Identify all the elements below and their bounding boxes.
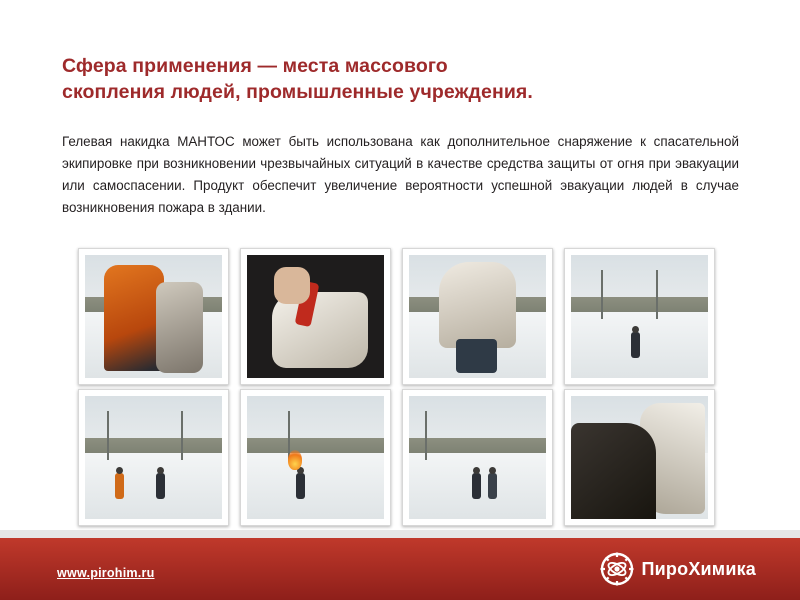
snow-region (85, 453, 222, 519)
person-figure (115, 473, 124, 499)
photo-thumbnail[interactable] (78, 389, 229, 526)
page-title (62, 53, 762, 106)
photo-thumbnail[interactable] (240, 389, 391, 526)
photo-gallery (78, 248, 718, 533)
person-figure (488, 473, 497, 499)
photo-image (85, 396, 222, 519)
photo-thumbnail[interactable] (564, 389, 715, 526)
logo-text (642, 559, 756, 580)
person-figure (156, 473, 165, 499)
logo-text-second: Химика (688, 558, 756, 579)
power-pole (601, 270, 603, 319)
hand (274, 267, 310, 304)
photo-row (78, 389, 718, 526)
power-pole (425, 411, 427, 460)
snow-region (247, 453, 384, 519)
photo-image (409, 255, 546, 378)
person-silhouette (571, 423, 656, 519)
website-link[interactable]: www.pirohim.ru (57, 566, 155, 580)
photo-thumbnail[interactable] (78, 248, 229, 385)
footer-divider (0, 530, 800, 538)
wrapped-person-figure (439, 262, 516, 348)
photo-thumbnail[interactable] (402, 248, 553, 385)
footer (0, 538, 800, 600)
photo-image (247, 255, 384, 378)
photo-thumbnail[interactable] (240, 248, 391, 385)
person-figure (472, 473, 481, 499)
photo-thumbnail[interactable] (564, 248, 715, 385)
person-figure (631, 332, 640, 358)
logo-text-first: Пиро (641, 558, 689, 579)
gear-atom-icon (600, 552, 634, 586)
photo-image (85, 255, 222, 378)
photo-row (78, 248, 718, 385)
photo-image (571, 396, 708, 519)
power-pole (656, 270, 658, 319)
power-pole (181, 411, 183, 460)
page-title-line-1: Сфера применения — места массового (62, 55, 448, 78)
person-figure (296, 473, 305, 499)
body-paragraph: Гелевая накидка МАНТОС может быть использована как дополнительное снаряжение к спасательной экипировке при возникновении чрезвычайных ситуаций в качестве средства защиты от огня при эвакуации или самоспасении. Продукт обеспечит увеличение вероятности успешной эвакуации людей в случае возникновения пожара в здании. (62, 134, 739, 215)
flame-icon (288, 450, 302, 470)
company-logo[interactable] (600, 552, 756, 586)
photo-thumbnail[interactable] (402, 389, 553, 526)
power-pole (107, 411, 109, 460)
covered-person-figure (156, 282, 203, 373)
photo-image (571, 255, 708, 378)
photo-image (409, 396, 546, 519)
legs (456, 339, 497, 373)
page-title-line-2: скопления людей, промышленные учреждения. (62, 81, 533, 104)
photo-image (247, 396, 384, 519)
